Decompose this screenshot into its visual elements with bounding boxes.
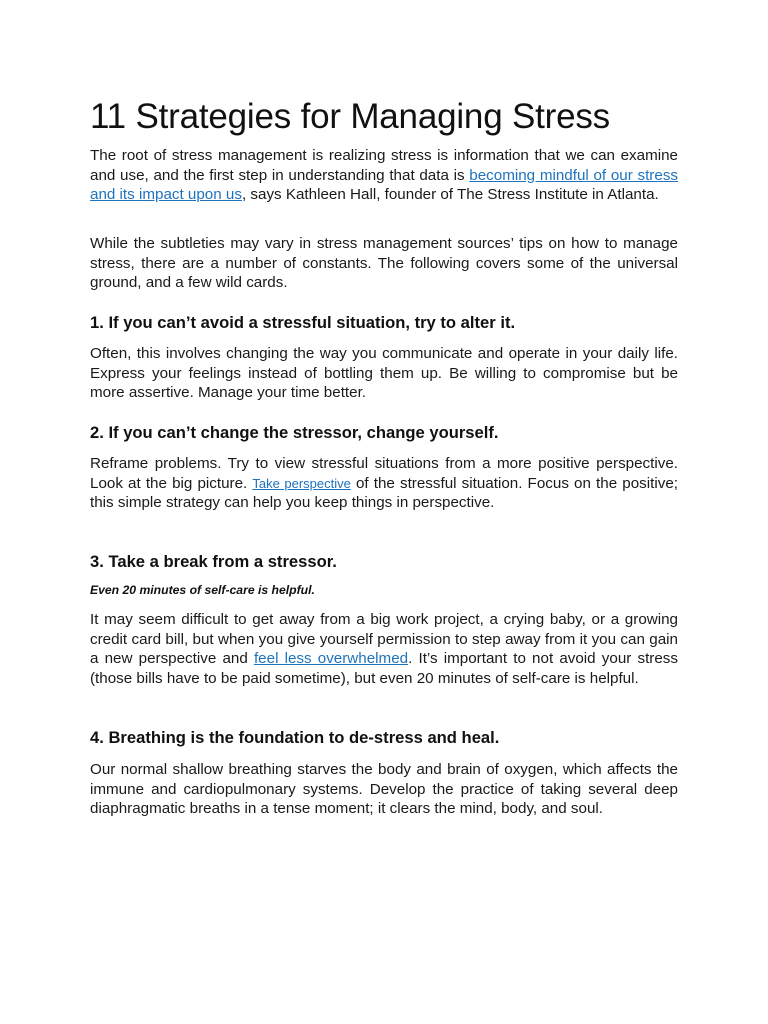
section-2-text-start: Reframe problems. Try to view stressful situations from a more positive perspective. Look at the big picture. [90, 455, 678, 492]
intro-text-start: The root of stress management is realizing stress is information that we can examine and use, and the first step in understanding that data is [90, 147, 678, 184]
section-3-text-start: It may seem difficult to get away from a big work project, a crying baby, or a growing credit card bill, but when you give yourself permission to step away from it you can gain a new perspective and [90, 611, 678, 668]
section-3-body [90, 610, 678, 688]
section-4-heading: 4. Breathing is the foundation to de-stress and heal. [90, 728, 500, 747]
section-3-heading: 3. Take a break from a stressor. [90, 552, 337, 571]
section-3-text-end: . It’s important to not avoid your stress (those bills have to be paid sometime), but even 20 minutes of self-care is helpful. [90, 650, 678, 687]
section-1-body: Often, this involves changing the way you communicate and operate in your daily life. Express your feelings instead of bottling them up. Be willing to compromise but be more assertive. Manage your time better. [90, 345, 678, 402]
intro-text-end: , says Kathleen Hall, founder of The Stress Institute in Atlanta. [241, 186, 659, 204]
intro-paragraph-1 [90, 146, 678, 205]
take-perspective-link[interactable]: Take perspective [252, 475, 351, 491]
section-2-heading: 2. If you can’t change the stressor, change yourself. [90, 423, 499, 442]
intro-paragraph-2: While the subtleties may vary in stress management sources’ tips on how to manage stress, there are a number of constants. The following covers some of the universal ground, and a few wild cards. [90, 235, 678, 292]
section-2-text-end: of the stressful situation. Focus on the positive; this simple strategy can help you keep things in perspective. [90, 474, 678, 512]
section-1-heading: 1. If you can’t avoid a stressful situation, try to alter it. [90, 313, 516, 332]
article-title: 11 Strategies for Managing Stress [90, 97, 610, 136]
feel-less-overwhelmed-link[interactable]: feel less overwhelmed [253, 650, 409, 668]
mindful-stress-link[interactable]: becoming mindful of our stress and its impact upon us [90, 166, 679, 204]
section-2-body [90, 454, 678, 513]
section-4-body: Our normal shallow breathing starves the body and brain of oxygen, which affects the immune and cardiopulmonary systems. Develop the practice of taking several deep diaphragmatic breaths in a tense moment; it clears the mind, body, and soul. [90, 761, 678, 818]
section-3-note: Even 20 minutes of self-care is helpful. [90, 583, 315, 597]
